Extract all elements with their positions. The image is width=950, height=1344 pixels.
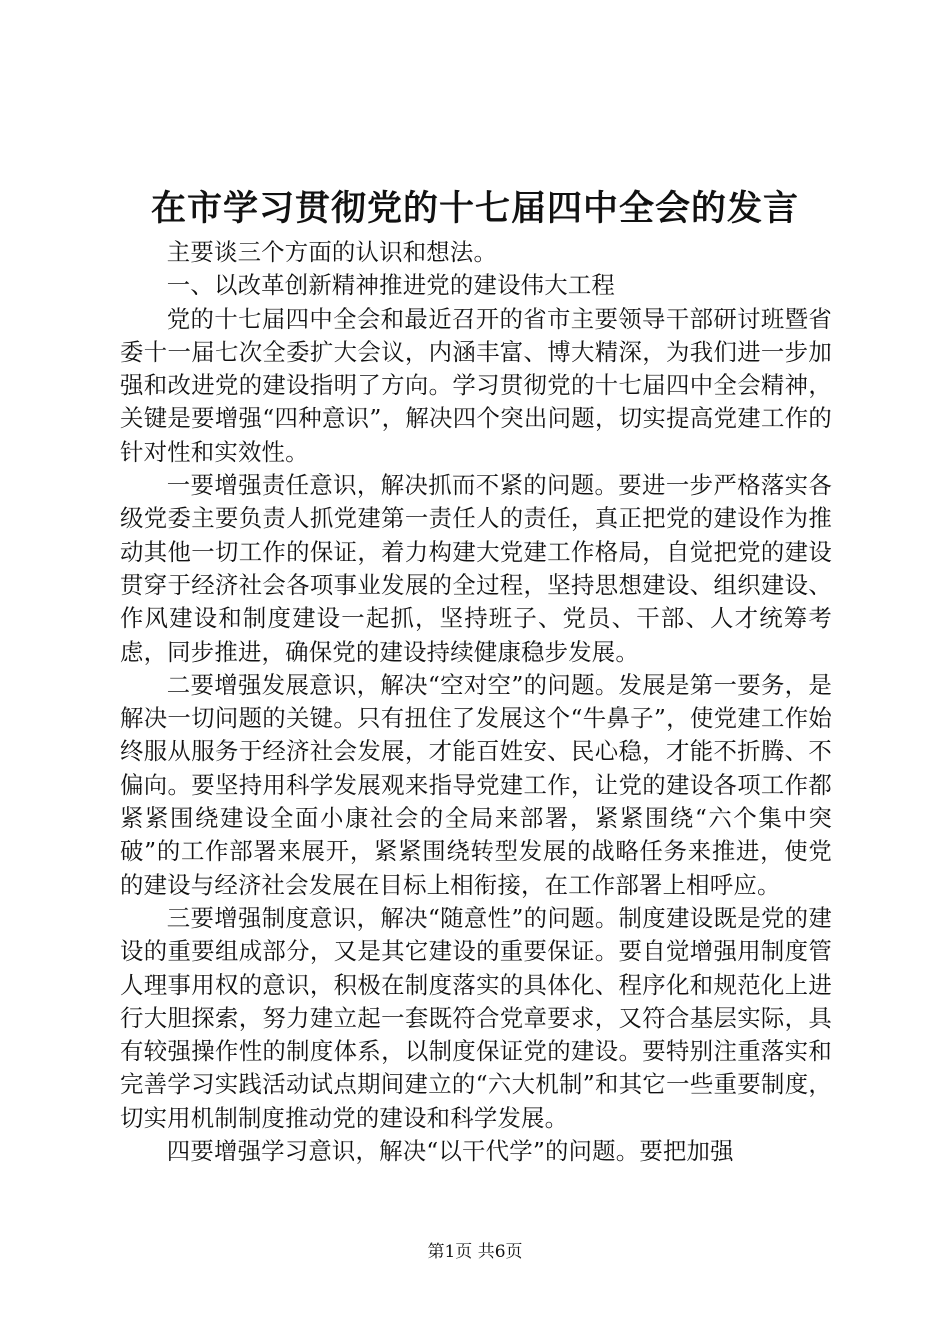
paragraph: 三要增强制度意识，解决“随意性”的问题。制度建设既是党的建设的重要组成部分，又是其它建设的重要保证。要自觉增强用制度管人理事用权的意识，积极在制度落实的具体化、程序化和规范化上进行大胆探索，努力建立起一套既符合党章要求，又符合基层实际，具有较强操作性的制度体系，以制度保证党的建设。要特别注重落实和完善学习实践活动试点期间建立的“六大机制”和其它一些重要制度，切实用机制制度推动党的建设和科学发展。	[120, 903, 832, 1132]
paragraph: 党的十七届四中全会和最近召开的省市主要领导干部研讨班暨省委十一届七次全委扩大会议，内涵丰富、博大精深，为我们进一步加强和改进党的建设指明了方向。学习贯彻党的十七届四中全会精神，关键是要增强“四种意识”，解决四个突出问题，切实提高党建工作的针对性和实效性。	[120, 304, 832, 466]
page-number-footer: 第1页 共6页	[427, 1242, 523, 1262]
paragraph: 一要增强责任意识，解决抓而不紧的问题。要进一步严格落实各级党委主要负责人抓党建第一责任人的责任，真正把党的建设作为推动其他一切工作的保证，着力构建大党建工作格局，自觉把党的建设贯穿于经济社会各项事业发展的全过程，坚持思想建设、组织建设、作风建设和制度建设一起抓，坚持班子、党员、干部、人才统筹考虑，同步推进，确保党的建设持续健康稳步发展。	[120, 471, 832, 666]
paragraph: 四要增强学习意识，解决“以干代学”的问题。要把加强	[166, 1137, 734, 1166]
paragraph: 二要增强发展意识，解决“空对空”的问题。发展是第一要务，是解决一切问题的关键。只有扭住了发展这个“牛鼻子”，使党建工作始终服从服务于经济社会发展，才能百姓安、民心稳，才能不折腾、不偏向。要坚持用科学发展观来指导党建工作，让党的建设各项工作都紧紧围绕建设全面小康社会的全局来部署，紧紧围绕“六个集中突破”的工作部署来展开，紧紧围绕转型发展的战略任务来推进，使党的建设与经济社会发展在目标上相衔接，在工作部署上相呼应。	[120, 670, 832, 899]
paragraph-intro: 主要谈三个方面的认识和想法。	[166, 238, 498, 266]
document-title: 在市学习贯彻党的十七届四中全会的发言	[150, 188, 799, 229]
document-body	[120, 236, 832, 1168]
section-heading: 一、以改革创新精神推进党的建设伟大工程	[166, 271, 616, 300]
